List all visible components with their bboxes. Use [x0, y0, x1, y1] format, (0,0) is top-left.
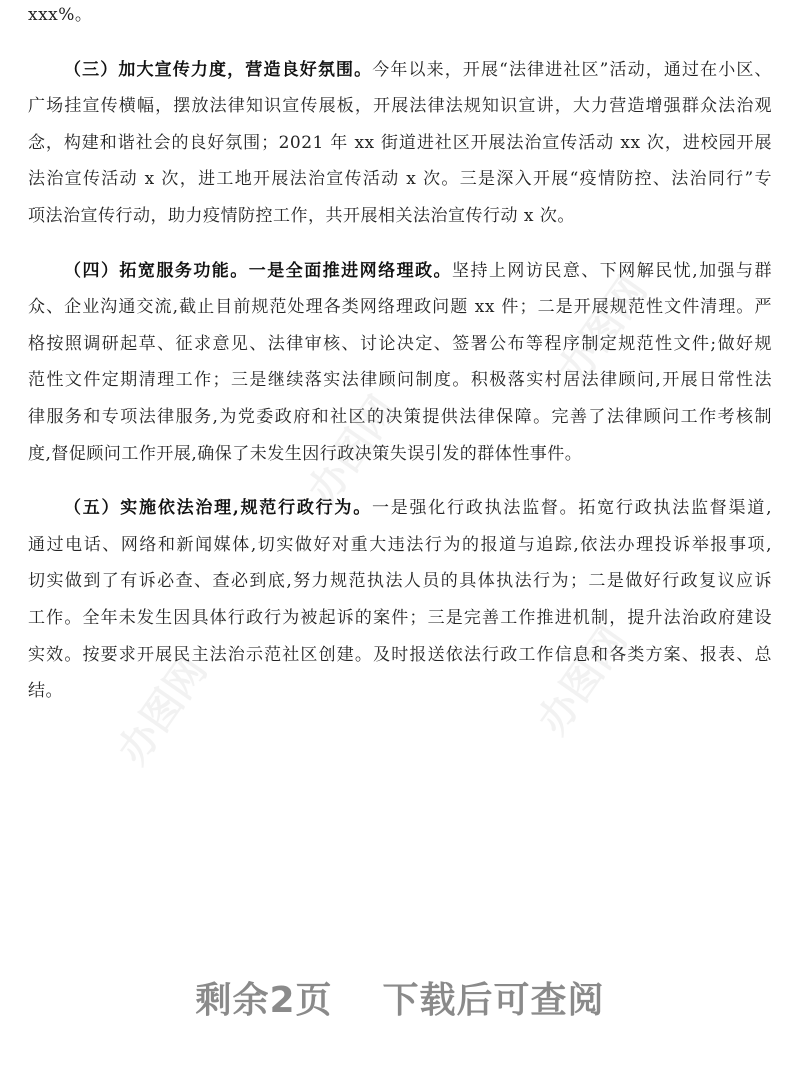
paragraph-line: 实效。按要求开展民主法治示范社区创建。及时报送依法行政工作信息和各类方案、报表、总: [28, 644, 772, 665]
paragraph-line: 通过电话、网络和新闻媒体,切实做好对重大违法行为的报道与追踪,依法办理投诉举报事项,: [28, 534, 772, 555]
paragraph-text: 坚持上网访民意、下网解民忧,加强与群: [452, 260, 772, 281]
paragraph-line: [28, 490, 772, 527]
watermark: 办图网: [549, 268, 657, 393]
watermark: 办图网: [529, 618, 637, 743]
paragraph-line: 法治宣传活动 x 次，进工地开展法治宣传活动 x 次。三是深入开展“疫情防控、法治同行”专: [28, 169, 772, 190]
paragraph-line: 格按照调研起草、征求意见、法律审核、讨论决定、签署公布等程序制定规范性文件;做好规: [28, 333, 772, 354]
document-body: [28, 0, 772, 710]
paragraph-heading: （五）实施依法治理,规范行政行为。: [64, 498, 372, 519]
paragraph-line: 广场挂宣传横幅，摆放法律知识宣传展板，开展法律法规知识宣讲，大力营造增强群众法治观: [28, 96, 772, 117]
paragraph-line: [28, 253, 772, 290]
remaining-pages-notice[interactable]: [0, 972, 800, 1023]
paragraph-line: 切实做到了有诉必查、查必到底,努力规范执法人员的具体执法行为；二是做好行政复议应诉: [28, 571, 772, 592]
download-to-view-text[interactable]: 下载后可查阅: [382, 980, 605, 1021]
paragraph-heading: （四）拓宽服务功能。一是全面推进网络理政。: [64, 260, 452, 281]
paragraph-line: 项法治宣传行动，助力疫情防控工作，共开展相关法治宣传行动 x 次。: [28, 205, 575, 226]
paragraph-line: 念，构建和谐社会的良好氛围；2021 年 xx 街道进社区开展法治宣传活动 xx 次，进校园开展: [28, 132, 772, 153]
paragraph-5: [28, 490, 772, 710]
watermark: 办图网: [109, 648, 217, 773]
paragraph-line: 度,督促顾问工作开展,确保了未发生因行政决策失误引发的群体性事件。: [28, 443, 583, 464]
paragraph-line: xxx%。: [28, 5, 93, 25]
paragraph-line: 众、企业沟通交流,截止目前规范处理各类网络理政问题 xx 件；二是开展规范性文件清理。严: [28, 297, 772, 318]
paragraph-line: 范性文件定期清理工作；三是继续落实法律顾问制度。积极落实村居法律顾问,开展日常性法: [28, 370, 772, 391]
paragraph-3: [28, 52, 772, 235]
paragraph-text: 今年以来，开展“法律进社区”活动，通过在小区、: [372, 59, 772, 80]
paragraph-line: [28, 52, 772, 89]
paragraph-heading: （三）加大宣传力度，营造良好氛围。: [64, 59, 373, 80]
remaining-pages-text: 剩余2页: [195, 980, 333, 1021]
paragraph-line: 工作。全年未发生因具体行政行为被起诉的案件；三是完善工作推进机制，提升法治政府建设: [28, 607, 772, 628]
paragraph-line: 结。: [28, 681, 63, 702]
watermark: 办图网: [299, 388, 407, 513]
paragraph-text: 一是强化行政执法监督。拓宽行政执法监督渠道,: [371, 498, 772, 519]
paragraph-line: 律服务和专项法律服务,为党委政府和社区的决策提供法律保障。完善了法律顾问工作考核制: [28, 406, 772, 427]
paragraph-4: [28, 253, 772, 473]
